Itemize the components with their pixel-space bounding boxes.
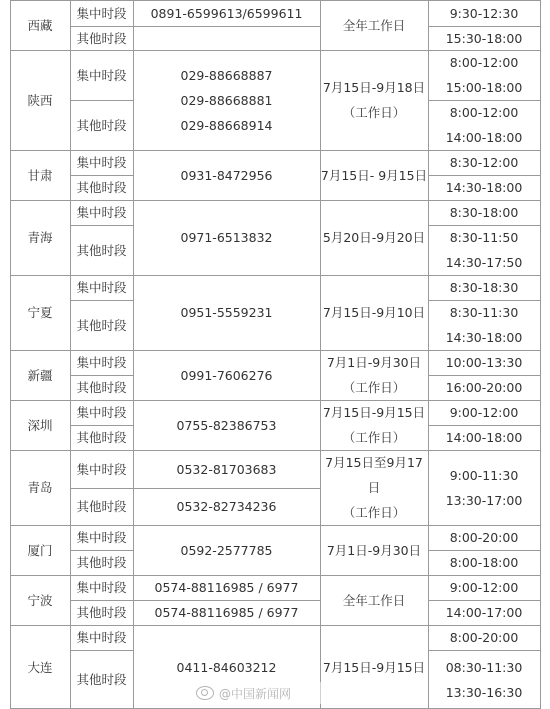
time-slot-cell-line: 16:00-20:00: [445, 380, 523, 395]
period-cell: [70, 100, 133, 150]
phone-cell-line: 0532-81703683: [176, 461, 277, 477]
phone-cell: [133, 400, 320, 450]
date-range-cell-line: 7月1日-9月30日: [326, 355, 422, 370]
table-gridline: [428, 0, 429, 709]
time-slot-cell: [428, 550, 540, 575]
date-range-cell: [320, 400, 428, 450]
table-gridline: [428, 550, 541, 551]
weibo-icon: [196, 686, 214, 700]
city-cell: [10, 400, 70, 450]
table-gridline: [428, 300, 541, 301]
date-range-cell: [320, 275, 428, 350]
time-slot-cell: [428, 625, 540, 650]
city-cell: [10, 0, 70, 50]
time-slot-cell-line: 14:30-18:00: [445, 330, 523, 345]
phone-cell-line: 029-88668887: [180, 67, 273, 83]
city-name: 新疆: [27, 367, 53, 383]
table-gridline: [10, 200, 541, 201]
date-range-cell-line: 5月20日-9月20日: [322, 230, 426, 245]
period-cell: [70, 0, 133, 26]
period-label: 集中时段: [76, 5, 127, 21]
date-range-cell: [320, 50, 428, 150]
period-label: 其他时段: [76, 605, 127, 620]
city-cell: [10, 50, 70, 150]
phone-cell-line: 029-88668881: [180, 92, 273, 108]
date-range-cell-line: 日: [367, 480, 381, 495]
period-label: 集中时段: [76, 280, 127, 295]
phone-cell-line: 029-88668914: [180, 117, 273, 133]
period-label: 集中时段: [76, 67, 127, 83]
table-gridline: [10, 150, 541, 151]
table-gridline: [70, 425, 134, 426]
phone-cell-line: 0532-82734236: [176, 499, 277, 514]
city-cell: [10, 575, 70, 625]
table-gridline: [10, 450, 541, 451]
time-slot-cell: [428, 300, 540, 350]
period-cell: [70, 600, 133, 625]
period-label: 其他时段: [76, 117, 127, 133]
date-range-cell: [320, 525, 428, 575]
date-range-cell: [320, 575, 428, 625]
table-gridline: [70, 600, 321, 601]
time-slot-cell-line: 08:30-11:30: [445, 659, 523, 675]
date-range-cell: [320, 350, 428, 400]
city-name: 宁波: [27, 592, 53, 608]
time-slot-cell: [428, 150, 540, 175]
table-gridline: [70, 100, 134, 101]
date-range-cell-line: 全年工作日: [342, 17, 406, 33]
period-cell: [70, 175, 133, 200]
table-gridline: [428, 600, 541, 601]
city-name: 大连: [27, 659, 53, 675]
time-slot-cell: [428, 425, 540, 450]
table-gridline: [70, 488, 321, 489]
time-slot-cell-line: 8:00-20:00: [449, 630, 519, 645]
phone-cell: [133, 200, 320, 275]
time-slot-cell: [428, 525, 540, 550]
period-cell: [70, 400, 133, 425]
table-gridline: [70, 375, 134, 376]
phone-cell: [133, 488, 320, 525]
city-name: 甘肃: [27, 167, 53, 183]
time-slot-cell: [428, 375, 540, 400]
table-gridline: [428, 425, 541, 426]
period-cell: [70, 275, 133, 300]
phone-cell-line: 0951-5559231: [180, 305, 273, 320]
phone-cell-line: 0592-2577785: [180, 542, 273, 558]
table-gridline: [428, 225, 541, 226]
phone-cell-line: 0574-88116985 / 6977: [154, 580, 299, 595]
table-gridline: [428, 175, 541, 176]
period-label: 其他时段: [76, 672, 127, 687]
period-cell: [70, 650, 133, 709]
time-slot-cell-line: 8:30-12:00: [449, 155, 519, 170]
phone-cell: [133, 525, 320, 575]
time-slot-cell-line: 9:30-12:30: [449, 5, 519, 21]
period-cell: [70, 625, 133, 650]
period-label: 其他时段: [76, 30, 127, 46]
phone-cell-line: 0971-6513832: [180, 230, 273, 245]
table-gridline: [70, 550, 134, 551]
city-name: 宁夏: [27, 305, 53, 320]
period-cell: [70, 450, 133, 488]
period-label: 其他时段: [76, 555, 127, 570]
time-slot-cell-line: 14:00-17:00: [445, 605, 523, 620]
time-slot-cell: [428, 50, 540, 100]
time-slot-cell: [428, 225, 540, 275]
date-range-cell-line: 7月15日- 9月15日: [320, 167, 428, 183]
city-name: 青岛: [27, 480, 53, 495]
date-range-cell-line: 7月15日-9月10日: [322, 305, 426, 320]
period-label: 集中时段: [76, 580, 127, 595]
date-range-cell-line: 7月1日-9月30日: [326, 542, 422, 558]
time-slot-cell-line: 14:30-17:50: [445, 255, 523, 270]
period-cell: [70, 550, 133, 575]
city-name: 厦门: [27, 542, 53, 558]
period-label: 其他时段: [76, 242, 127, 258]
table-gridline: [428, 650, 541, 651]
period-cell: [70, 350, 133, 375]
table-gridline: [70, 225, 134, 226]
phone-cell-line: 0755-82386753: [176, 417, 277, 433]
period-cell: [70, 50, 133, 100]
period-label: 其他时段: [76, 317, 127, 333]
table-gridline: [70, 0, 71, 709]
city-cell: [10, 150, 70, 200]
time-slot-cell-line: 8:00-12:00: [449, 105, 519, 120]
date-range-cell: [320, 450, 428, 525]
table-gridline: [428, 375, 541, 376]
city-cell: [10, 275, 70, 350]
time-slot-cell-line: 8:00-20:00: [449, 530, 519, 545]
time-slot-cell: [428, 450, 540, 525]
period-cell: [70, 225, 133, 275]
table-gridline: [10, 50, 541, 51]
date-range-cell-line: 7月15日-9月15日: [322, 659, 426, 675]
date-range-cell: [320, 150, 428, 200]
period-label: 集中时段: [76, 155, 127, 170]
watermark-text: @中国新闻网: [219, 686, 292, 701]
time-slot-cell-line: 13:30-17:00: [445, 492, 523, 508]
city-name: 青海: [27, 230, 53, 245]
time-slot-cell-line: 9:00-12:00: [449, 580, 519, 595]
period-label: 集中时段: [76, 630, 127, 645]
city-cell: [10, 525, 70, 575]
time-slot-cell: [428, 650, 540, 709]
time-slot-cell-line: 14:30-18:00: [445, 180, 523, 195]
period-cell: [70, 488, 133, 525]
phone-cell: [133, 575, 320, 600]
table-gridline: [10, 0, 541, 1]
date-range-cell-line: 全年工作日: [342, 592, 406, 608]
city-cell: [10, 625, 70, 709]
period-label: 集中时段: [76, 355, 127, 370]
table-gridline: [10, 625, 541, 626]
date-range-cell-line: （工作日）: [342, 430, 406, 445]
city-cell: [10, 450, 70, 525]
city-cell: [10, 350, 70, 400]
date-range-cell: [320, 200, 428, 275]
time-slot-cell-line: 14:00-18:00: [445, 130, 523, 145]
table-gridline: [70, 300, 134, 301]
time-slot-cell-line: 8:30-11:30: [449, 305, 519, 320]
time-slot-cell: [428, 200, 540, 225]
time-slot-cell-line: 15:00-18:00: [445, 80, 523, 95]
phone-cell: [133, 150, 320, 200]
period-label: 集中时段: [76, 461, 127, 477]
period-cell: [70, 525, 133, 550]
phone-cell-line: 0891-6599613/6599611: [150, 5, 303, 21]
phone-cell-line: 0931-8472956: [180, 167, 273, 183]
table-gridline: [10, 525, 541, 526]
table-gridline: [70, 26, 321, 27]
time-slot-cell-line: 9:00-12:00: [449, 405, 519, 420]
period-label: 其他时段: [76, 430, 127, 445]
time-slot-cell-line: 8:00-12:00: [449, 55, 519, 70]
date-range-cell-line: （工作日）: [342, 505, 406, 520]
city-name: 西藏: [27, 17, 53, 33]
table-gridline: [70, 650, 134, 651]
time-slot-cell-line: 8:30-18:00: [449, 205, 519, 220]
time-slot-cell-line: 10:00-13:30: [445, 355, 523, 370]
phone-cell-line: 0411-84603212: [176, 659, 277, 675]
city-name: 陕西: [27, 92, 53, 108]
time-slot-cell: [428, 0, 540, 26]
time-slot-cell: [428, 575, 540, 600]
time-slot-cell: [428, 175, 540, 200]
phone-cell-line: 0991-7606276: [180, 367, 273, 383]
date-range-cell: [320, 0, 428, 50]
period-cell: [70, 26, 133, 50]
table-gridline: [540, 0, 541, 709]
phone-cell: [133, 50, 320, 150]
table-gridline: [10, 0, 11, 709]
period-cell: [70, 425, 133, 450]
time-slot-cell-line: 8:00-18:00: [449, 555, 519, 570]
period-label: 集中时段: [76, 405, 127, 420]
time-slot-cell: [428, 350, 540, 375]
phone-cell: [133, 450, 320, 488]
time-slot-cell-line: 8:30-11:50: [449, 230, 519, 245]
table-gridline: [428, 26, 541, 27]
phone-cell: [133, 600, 320, 625]
table-gridline: [10, 400, 541, 401]
date-range-cell-line: （工作日）: [342, 105, 406, 120]
watermark: [196, 682, 356, 704]
phone-cell-line: 0574-88116985 / 6977: [154, 605, 299, 620]
time-slot-cell-line: 15:30-18:00: [445, 30, 523, 46]
period-cell: [70, 575, 133, 600]
date-range-cell-line: 7月15日-9月18日: [322, 80, 426, 95]
time-slot-cell-line: 14:00-18:00: [445, 430, 523, 445]
period-cell: [70, 150, 133, 175]
period-cell: [70, 300, 133, 350]
table-gridline: [70, 175, 134, 176]
period-label: 集中时段: [76, 205, 127, 220]
time-slot-cell-line: 8:30-18:30: [449, 280, 519, 295]
period-label: 其他时段: [76, 180, 127, 195]
date-range-cell-line: 7月15日-9月15日: [322, 405, 426, 420]
table-gridline: [10, 275, 541, 276]
time-slot-cell: [428, 26, 540, 50]
period-cell: [70, 375, 133, 400]
date-range-cell-line: 7月15日至9月17: [325, 455, 423, 470]
date-range-cell-line: （工作日）: [342, 380, 406, 395]
phone-cell: [133, 350, 320, 400]
table-gridline: [133, 0, 134, 709]
time-slot-cell: [428, 100, 540, 150]
table-gridline: [10, 575, 541, 576]
time-slot-cell: [428, 600, 540, 625]
period-cell: [70, 200, 133, 225]
phone-cell: [133, 0, 320, 26]
period-label: 其他时段: [76, 380, 127, 395]
time-slot-cell-line: 13:30-16:30: [445, 684, 523, 700]
time-slot-cell: [428, 400, 540, 425]
table-gridline: [428, 100, 541, 101]
city-cell: [10, 200, 70, 275]
time-slot-cell: [428, 275, 540, 300]
city-name: 深圳: [27, 417, 53, 433]
period-label: 集中时段: [76, 530, 127, 545]
time-slot-cell-line: 9:00-11:30: [449, 467, 519, 483]
phone-cell: [133, 275, 320, 350]
table-gridline: [10, 350, 541, 351]
table-gridline: [320, 0, 321, 709]
period-label: 其他时段: [76, 499, 127, 514]
